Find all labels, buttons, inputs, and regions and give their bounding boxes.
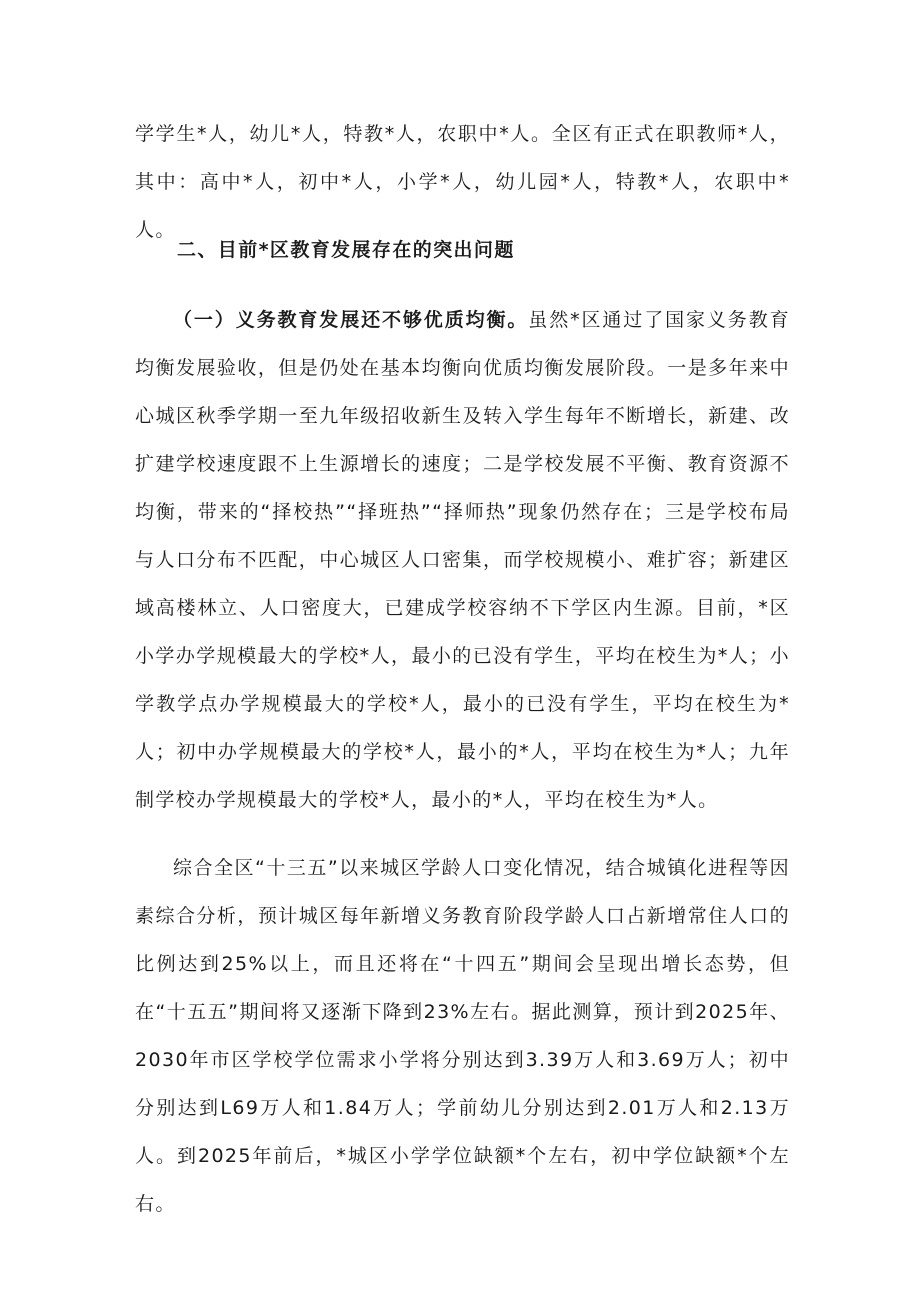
paragraph-staff-statistics: 学学生*人，幼儿*人，特教*人，农职中*人。全区有正式在职教师*人，其中：高中*人，初中*人，小学*人，幼儿园*人，特教*人，农职中*人。 [135, 123, 790, 241]
paragraph-body: 虽然*区通过了国家义务教育均衡发展验收，但是仍处在基本均衡向优质均衡发展阶段。一是多年来中心城区秋季学期一至九年级招收新生及转入学生每年不断增长，新建、改扩建学校速度跟不上生源增长的速度；二是学校发展不平衡、教育资源不均衡，带来的“择校热”“择班热”“择师热”现象仍然存在；三是学校布局与人口分布不匹配，中心城区人口密集，而学校规模小、难扩容；新建区域高楼林立、人口密度大，已建成学校容纳不下学区内生源。目前，*区小学办学规模最大的学校*人，最小的已没有学生，平均在校生为*人；小学教学点办学规模最大的学校*人，最小的已没有学生，平均在校生为*人；初中办学规模最大的学校*人，最小的*人，平均在校生为*人；九年制学校办学规模最大的学校*人，最小的*人，平均在校生为*人。 [135, 309, 790, 811]
paragraph-compulsory-education [135, 296, 790, 824]
paragraph-lead-bold: （一）义务教育发展还不够优质均衡。 [173, 309, 529, 331]
paragraph-population-forecast: 综合全区“十三五”以来城区学龄人口变化情况，结合城镇化进程等因素综合分析，预计城区每年新增义务教育阶段学龄人口占新增常住人口的比例达到25%以上，而且还将在“十四五”期间会呈现出增长态势，但在“十五五”期间将又逐渐下降到23%左右。据此测算，预计到2025年、2030年市区学校学位需求小学将分别达到3.39万人和3.69万人；初中分别达到L69万人和1.84万人；学前幼儿分别达到2.01万人和2.13万人。到2025年前后，*城区小学学位缺额*个左右，初中学位缺额*个左右。 [135, 857, 790, 1215]
section-heading: 二、目前*区教育发展存在的突出问题 [177, 239, 515, 261]
